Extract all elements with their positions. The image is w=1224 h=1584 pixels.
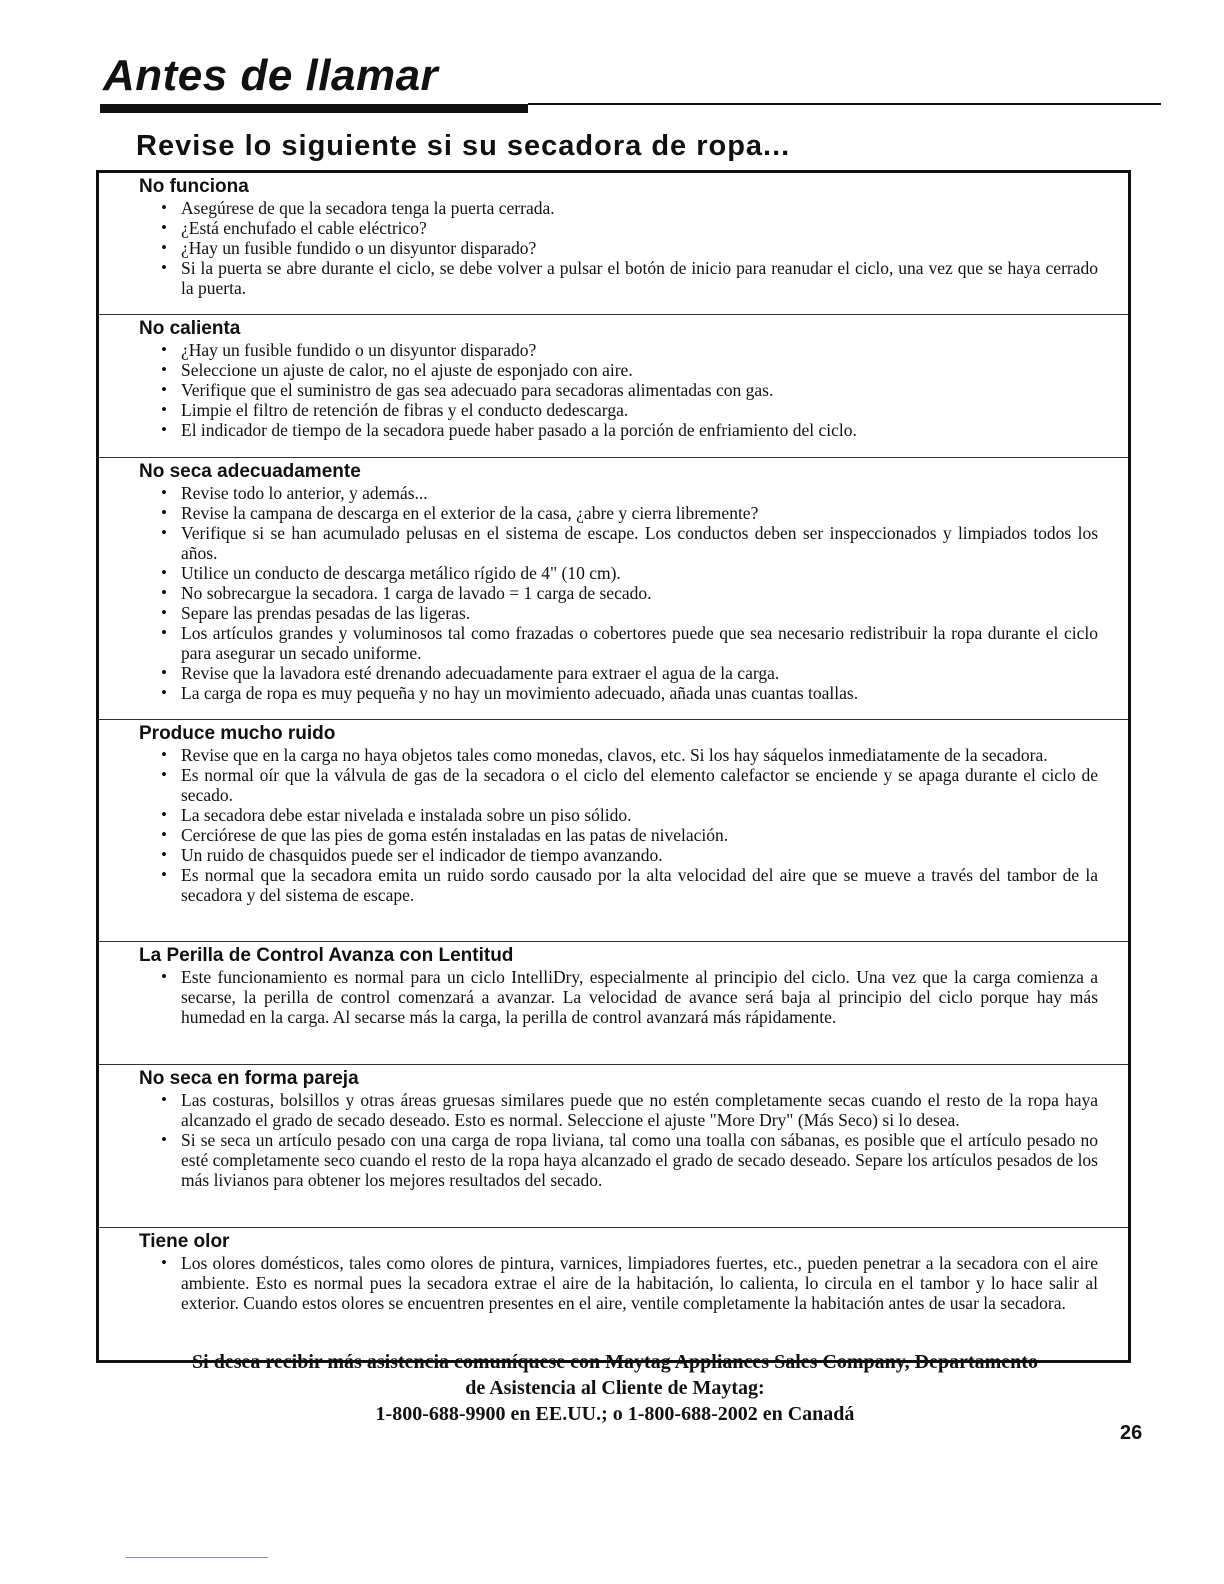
list-item: • Un ruido de chasquidos puede ser el indicador de tiempo avanzando. — [139, 845, 1128, 865]
list-item: • ¿Hay un fusible fundido o un disyuntor disparado? — [139, 238, 1128, 258]
list-item: • El indicador de tiempo de la secadora puede haber pasado a la porción de enfriamiento del ciclo. — [139, 420, 1128, 440]
list-item: • Es normal que la secadora emita un ruido sordo causado por la alta velocidad del aire que se mueve a través del tambor de la secadora y del sistema de escape. — [139, 865, 1128, 905]
section-subtitle: Revise lo siguiente si su secadora de ropa... — [136, 130, 791, 162]
section-heading: Produce mucho ruido — [139, 723, 336, 744]
list-item: • Asegúrese de que la secadora tenga la puerta cerrada. — [139, 198, 1128, 218]
scan-artifact-line — [126, 1557, 268, 1558]
list-item: • Los olores domésticos, tales como olores de pintura, varnices, limpiadores fuertes, etc., pueden penetrar a la secadora con el aire ambiente. Esto es normal pues la secadora extrae el aire de la habitación, lo calienta, lo circula en el tambor y lo hace salir al exterior. Cuando estos olores se encuentren presentes en el aire, ventile completamente la habitación antes de usar la secadora. — [139, 1253, 1128, 1313]
trouble-section — [99, 461, 1128, 720]
trouble-section — [99, 1068, 1128, 1228]
section-heading: No calienta — [139, 318, 241, 339]
section-heading: Tiene olor — [139, 1231, 230, 1252]
list-item: • Los artículos grandes y voluminosos tal como frazadas o cobertores puede que sea necesario redistribuir la ropa durante el ciclo para asegurar un secado uniforme. — [139, 623, 1128, 663]
bullet-list — [139, 340, 1128, 440]
bullet-list — [139, 483, 1128, 703]
trouble-section — [99, 176, 1128, 315]
list-item: • La carga de ropa es muy pequeña y no hay un movimiento adecuado, añada unas cuantas toallas. — [139, 683, 1128, 703]
list-item: • Revise que la lavadora esté drenando adecuadamente para extraer el agua de la carga. — [139, 663, 1128, 683]
list-item: • Revise que en la carga no haya objetos tales como monedas, clavos, etc. Si los hay sáquelos inmediatamente de la secadora. — [139, 745, 1128, 765]
list-item: • Seleccione un ajuste de calor, no el ajuste de esponjado con aire. — [139, 360, 1128, 380]
list-item: • Este funcionamiento es normal para un ciclo IntelliDry, especialmente al principio del ciclo. Una vez que la carga comienza a secarse, la perilla de control comenzará a avanzar. La velocidad de avance será baja al principio del ciclo porque hay más humedad en la carga. Al secarse más la carga, la perilla de control avanzará más rápidamente. — [139, 967, 1128, 1027]
list-item: • Si se seca un artículo pesado con una carga de ropa liviana, tal como una toalla con sábanas, es posible que el artículo pesado no esté completamente seco cuando el resto de la ropa haya alcanzado el grado de secado deseado. Separe los artículos pesados de los más livianos para obtener los mejores resultados del secado. — [139, 1130, 1128, 1190]
contact-footer — [100, 1349, 1130, 1427]
list-item: • Utilice un conducto de descarga metálico rígido de 4" (10 cm). — [139, 563, 1128, 583]
section-heading: No seca en forma pareja — [139, 1068, 359, 1089]
footer-line-2: de Asistencia al Cliente de Maytag: — [465, 1377, 765, 1399]
bullet-list — [139, 1090, 1128, 1190]
title-rule-thick — [100, 104, 528, 113]
list-item: • Las costuras, bolsillos y otras áreas gruesas similares puede que no estén completamente secas cuando el resto de la ropa haya alcanzado el grado de secado deseado. Esto es normal. Seleccione el ajuste "More Dry" (Más Seco) si lo desea. — [139, 1090, 1128, 1130]
list-item: • Revise todo lo anterior, y además... — [139, 483, 1128, 503]
section-heading: La Perilla de Control Avanza con Lentitud — [139, 945, 514, 966]
list-item: • ¿Está enchufado el cable eléctrico? — [139, 218, 1128, 238]
bullet-list — [139, 198, 1128, 298]
trouble-section — [99, 1231, 1128, 1360]
list-item: • Verifique si se han acumulado pelusas en el sistema de escape. Los conductos deben ser inspeccionados y limpiados todos los años. — [139, 523, 1128, 563]
list-item: • No sobrecargue la secadora. 1 carga de lavado = 1 carga de secado. — [139, 583, 1128, 603]
trouble-section — [99, 945, 1128, 1065]
list-item: • ¿Hay un fusible fundido o un disyuntor disparado? — [139, 340, 1128, 360]
footer-line-1: Si desea recibir más asistencia comuníquese con Maytag Appliances Sales Company, Departamento — [192, 1351, 1038, 1373]
bullet-list — [139, 1253, 1128, 1313]
list-item: • Limpie el filtro de retención de fibras y el conducto dedescarga. — [139, 400, 1128, 420]
title-rule-thin — [528, 103, 1161, 105]
list-item: • Si la puerta se abre durante el ciclo, se debe volver a pulsar el botón de inicio para reanudar el ciclo, una vez que se haya cerrado la puerta. — [139, 258, 1128, 298]
list-item: • Revise la campana de descarga en el exterior de la casa, ¿abre y cierra libremente? — [139, 503, 1128, 523]
list-item: • Es normal oír que la válvula de gas de la secadora o el ciclo del elemento calefactor se enciende y se apaga durante el ciclo de secado. — [139, 765, 1128, 805]
section-heading: No funciona — [139, 176, 249, 197]
bullet-list — [139, 967, 1128, 1027]
troubleshooting-box — [96, 170, 1131, 1363]
section-heading: No seca adecuadamente — [139, 461, 361, 482]
trouble-section — [99, 318, 1128, 458]
footer-phone-line: 1-800-688-9900 en EE.UU.; o 1-800-688-2002 en Canadá — [375, 1403, 855, 1425]
page-number: 26 — [1120, 1422, 1143, 1444]
bullet-list — [139, 745, 1128, 905]
list-item: • Separe las prendas pesadas de las ligeras. — [139, 603, 1128, 623]
list-item: • La secadora debe estar nivelada e instalada sobre un piso sólido. — [139, 805, 1128, 825]
list-item: • Cerciórese de que las pies de goma estén instaladas en las patas de nivelación. — [139, 825, 1128, 845]
trouble-section — [99, 723, 1128, 942]
page-title: Antes de llamar — [103, 51, 439, 100]
list-item: • Verifique que el suministro de gas sea adecuado para secadoras alimentadas con gas. — [139, 380, 1128, 400]
